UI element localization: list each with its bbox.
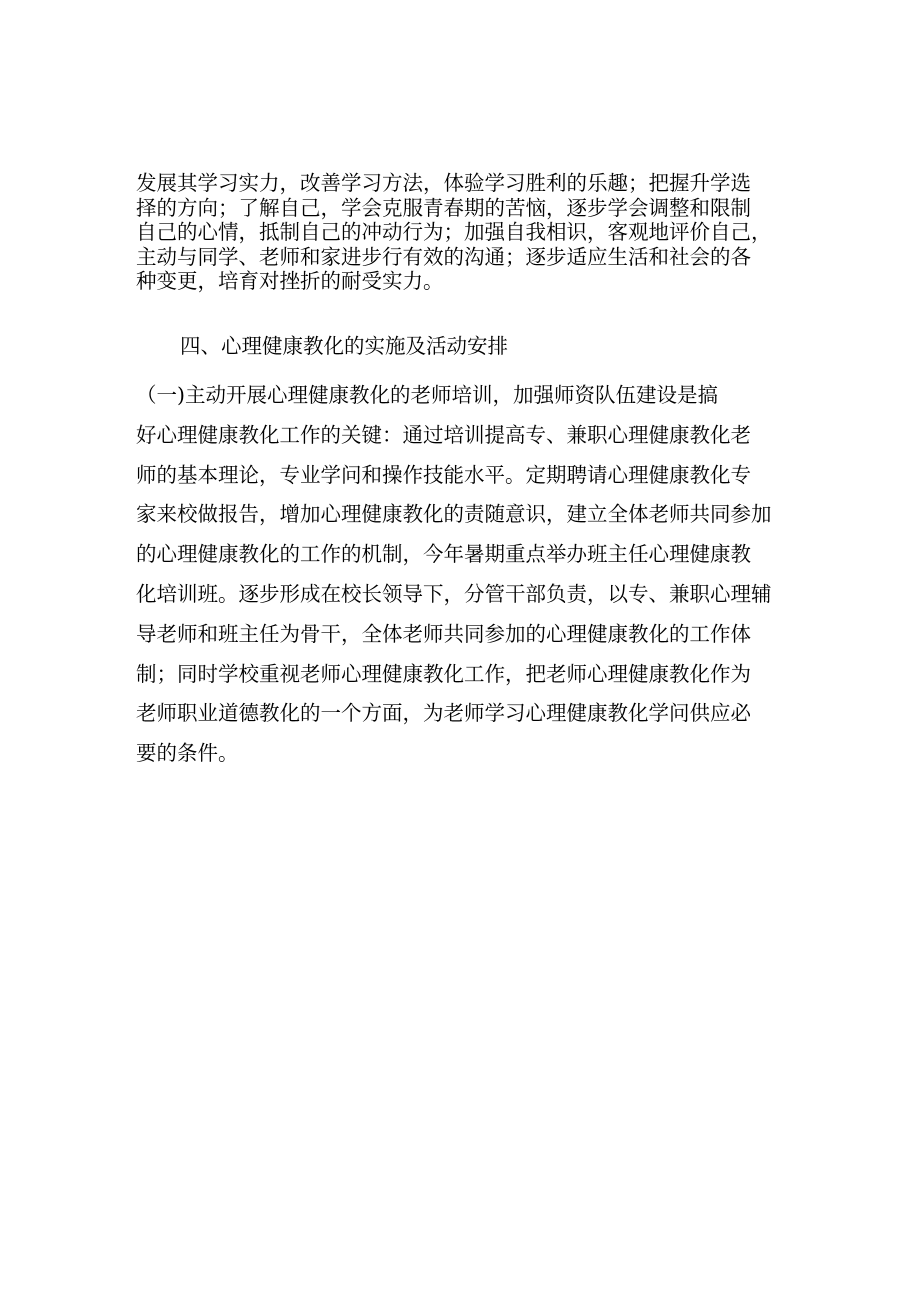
section-heading: 四、心理健康教化的实施及活动安排 [180,334,508,358]
body-paragraph-1: 发展其学习实力，改善学习方法，体验学习胜利的乐趣；把握升学选 择的方向；了解自己，学会克服青春期的苦恼，逐步学会调整和限制 自己的心情，抵制自己的冲动行为；加强自我相识，客观地评价自己， 主动与同学、老师和家进步行有效的沟通；逐步适应生活和社会的各 种变更，培育对挫折的耐受实力。 [136,171,772,294]
body-paragraph-2: （一)主动开展心理健康教化的老师培训，加强师资队伍建设是搞 好心理健康教化工作的关键：通过培训提高专、兼职心理健康教化老 师的基本理论，专业学问和操作技能水平。定期聘请心理健康教化专 家来校做报告，增加心理健康教化的责随意识，建立全体老师共同参加 的心理健康教化的工作的机制，今年暑期重点举办班主任心理健康教 化培训班。逐步形成在校长领导下，分管干部负责，以专、兼职心理辅 导老师和班主任为骨干，全体老师共同参加的心理健康教化的工作体 制；同时学校重视老师心理健康教化工作，把老师心理健康教化作为 老师职业道德教化的一个方面，为老师学习心理健康教化学问供应必 要的条件。 [136,383,772,766]
